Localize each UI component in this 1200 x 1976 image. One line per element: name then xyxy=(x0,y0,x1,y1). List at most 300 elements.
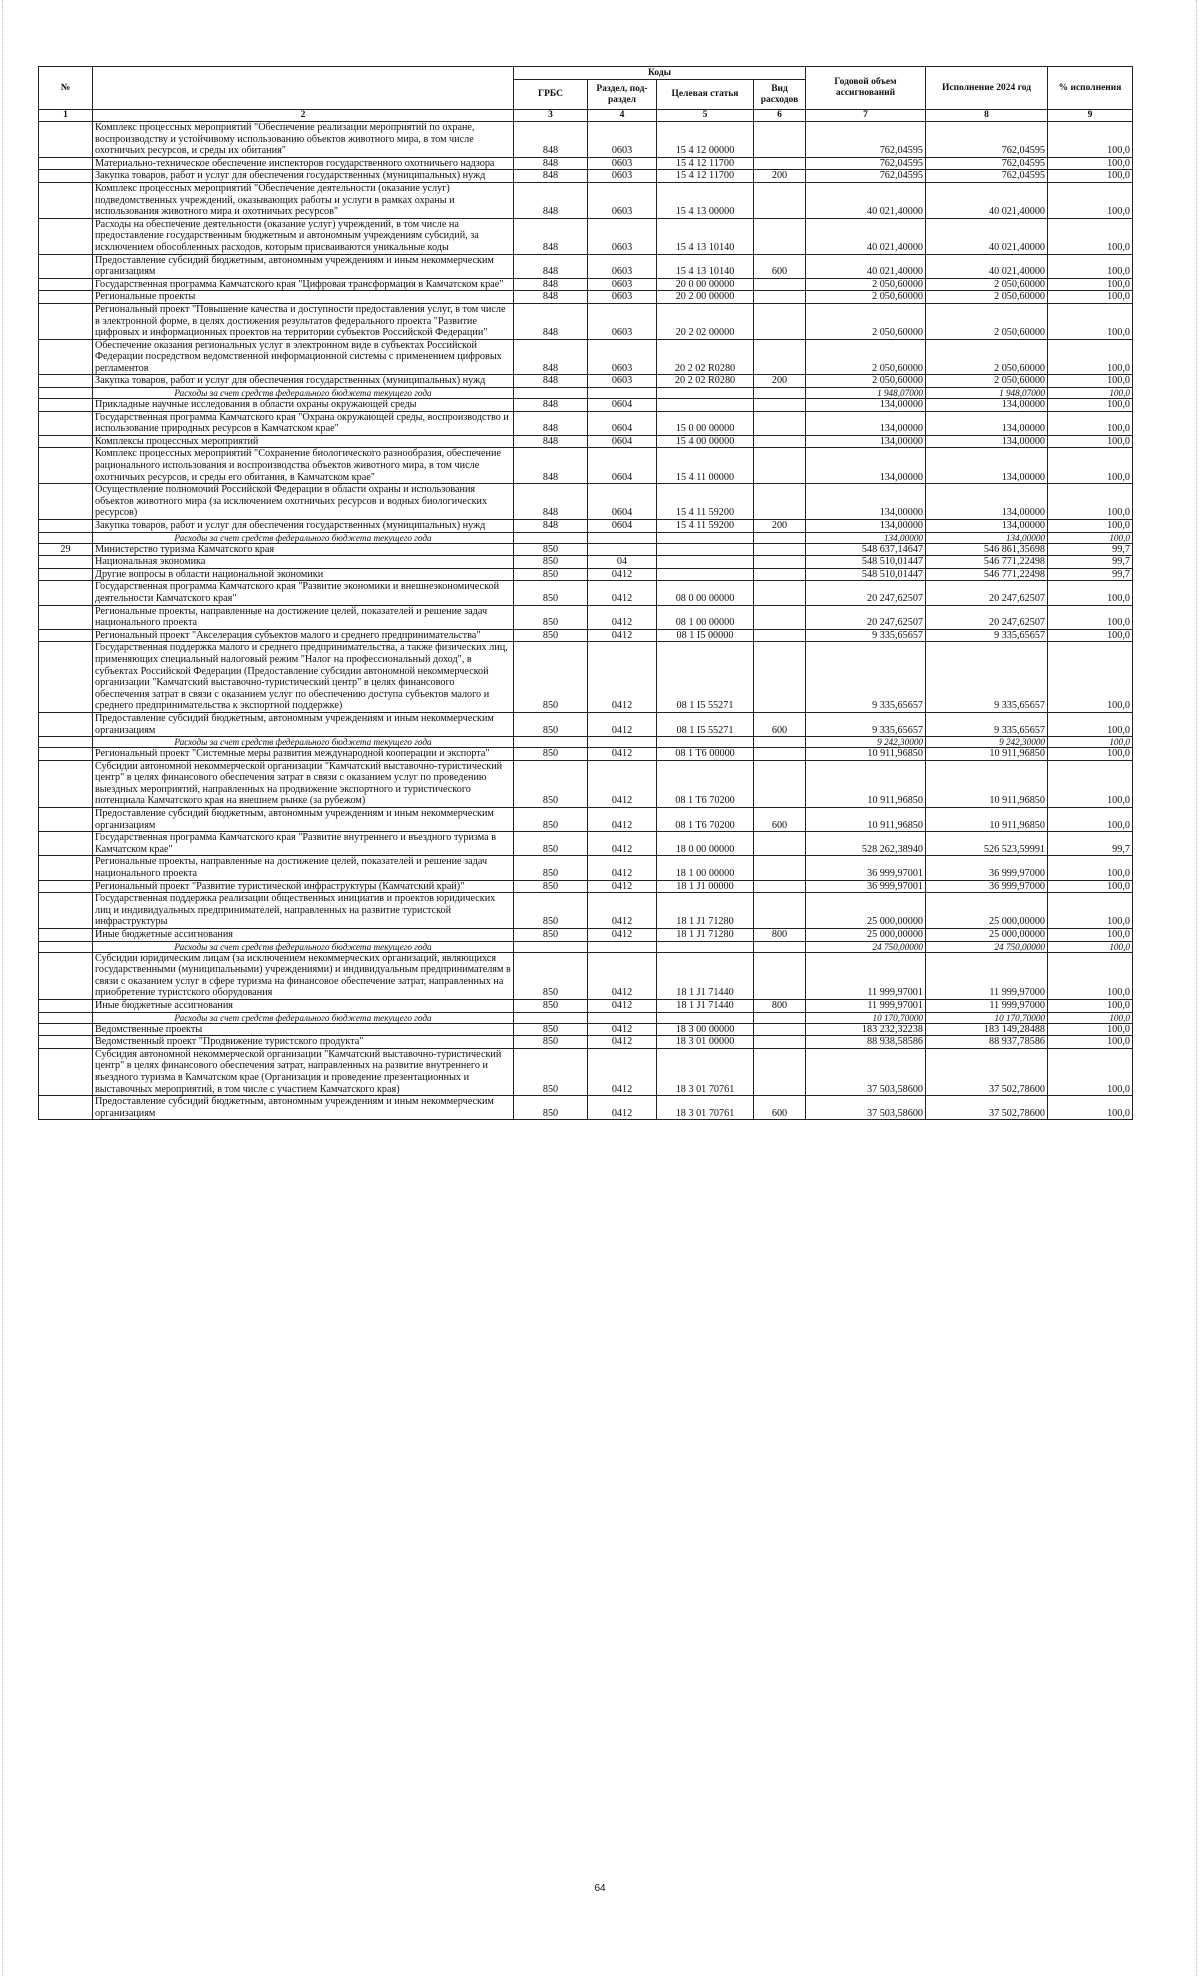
row-planned-amount: 24 750,00000 xyxy=(806,941,926,952)
row-planned-amount: 20 247,62507 xyxy=(806,605,926,629)
table-row xyxy=(39,568,1133,581)
row-expense-type xyxy=(754,218,806,254)
row-number xyxy=(39,808,93,832)
row-execution-percent: 100,0 xyxy=(1048,712,1133,736)
table-row xyxy=(39,605,1133,629)
row-execution-percent: 100,0 xyxy=(1048,520,1133,533)
row-executed-amount: 36 999,97000 xyxy=(926,880,1048,893)
row-expense-type xyxy=(754,952,806,999)
row-target-article: 20 0 00 00000 xyxy=(657,278,754,291)
table-row xyxy=(39,339,1133,375)
table-row xyxy=(39,856,1133,880)
table-row xyxy=(39,999,1133,1012)
row-name: Государственная программа Камчатского края "Развитие внутреннего и въездного туризма в Камчатском крае" xyxy=(93,832,514,856)
table-row xyxy=(39,629,1133,642)
row-planned-amount: 25 000,00000 xyxy=(806,893,926,929)
row-name: Министерство туризма Камчатского края xyxy=(93,543,514,556)
row-expense-type xyxy=(754,760,806,807)
row-execution-percent: 100,0 xyxy=(1048,388,1133,399)
row-number xyxy=(39,556,93,569)
col-number: 9 xyxy=(1048,110,1133,122)
row-name: Национальная экономика xyxy=(93,556,514,569)
federal-funds-row xyxy=(39,737,1133,748)
row-target-article: 15 4 12 00000 xyxy=(657,122,754,158)
row-executed-amount: 20 247,62507 xyxy=(926,581,1048,605)
header-fact: Исполнение 2024 год xyxy=(926,67,1048,110)
row-execution-percent: 100,0 xyxy=(1048,339,1133,375)
row-executed-amount: 183 149,28488 xyxy=(926,1023,1048,1036)
row-grbs: 848 xyxy=(514,303,588,339)
row-razdel xyxy=(588,543,657,556)
row-expense-type xyxy=(754,388,806,399)
row-target-article: 08 1 T6 70200 xyxy=(657,808,754,832)
row-grbs: 848 xyxy=(514,435,588,448)
row-executed-amount: 20 247,62507 xyxy=(926,605,1048,629)
row-executed-amount: 10 911,96850 xyxy=(926,748,1048,761)
row-number xyxy=(39,581,93,605)
row-executed-amount: 762,04595 xyxy=(926,157,1048,170)
row-name: Предоставление субсидий бюджетным, автономным учреждениям и иным некоммерческим организациям xyxy=(93,712,514,736)
row-name: Государственная программа Камчатского края "Развитие экономики и внешнеэкономической деятельности Камчатского края" xyxy=(93,581,514,605)
row-executed-amount: 762,04595 xyxy=(926,122,1048,158)
row-executed-amount: 9 335,65657 xyxy=(926,712,1048,736)
table-row xyxy=(39,760,1133,807)
row-executed-amount: 9 335,65657 xyxy=(926,629,1048,642)
row-expense-type xyxy=(754,1048,806,1095)
row-expense-type xyxy=(754,737,806,748)
row-name: Субсидии автономной некоммерческой организации "Камчатский выставочно-туристический центр" в целях финансового обеспечения затрат в связи с оказанием услуг по проведению выездных мероприятий, направленных на продвижение экспортного и туристического потенциала Камчатского края на внешнем рынке (за рубежом) xyxy=(93,760,514,807)
row-expense-type xyxy=(754,605,806,629)
row-target-article xyxy=(657,1012,754,1023)
row-execution-percent: 100,0 xyxy=(1048,1096,1133,1120)
row-grbs: 850 xyxy=(514,880,588,893)
row-planned-amount: 9 335,65657 xyxy=(806,629,926,642)
row-razdel: 0603 xyxy=(588,182,657,218)
row-executed-amount: 2 050,60000 xyxy=(926,339,1048,375)
row-name: Обеспечение оказания региональных услуг в электронном виде в субъектах Российской Федерации посредством ведомственной информационной системы с применением цифровых регламентов xyxy=(93,339,514,375)
row-razdel: 0603 xyxy=(588,157,657,170)
row-grbs: 850 xyxy=(514,1036,588,1049)
row-number xyxy=(39,1012,93,1023)
row-name: Государственная программа Камчатского края "Цифровая трансформация в Камчатском крае" xyxy=(93,278,514,291)
col-number: 2 xyxy=(93,110,514,122)
row-target-article xyxy=(657,737,754,748)
table-row xyxy=(39,435,1133,448)
row-expense-type xyxy=(754,1012,806,1023)
row-expense-type xyxy=(754,1023,806,1036)
row-number xyxy=(39,880,93,893)
row-razdel: 0412 xyxy=(588,856,657,880)
row-execution-percent: 100,0 xyxy=(1048,605,1133,629)
row-target-article: 15 4 12 11700 xyxy=(657,157,754,170)
row-razdel: 0412 xyxy=(588,748,657,761)
row-number xyxy=(39,952,93,999)
row-number: 29 xyxy=(39,543,93,556)
row-execution-percent: 99,7 xyxy=(1048,832,1133,856)
row-number xyxy=(39,737,93,748)
row-name: Региональные проекты xyxy=(93,291,514,304)
row-executed-amount: 10 170,70000 xyxy=(926,1012,1048,1023)
table-row xyxy=(39,278,1133,291)
row-target-article: 18 1 J1 71440 xyxy=(657,952,754,999)
row-planned-amount: 134,00000 xyxy=(806,435,926,448)
row-planned-amount: 37 503,58600 xyxy=(806,1048,926,1095)
row-executed-amount: 134,00000 xyxy=(926,484,1048,520)
row-name: Расходы за счет средств федерального бюджета текущего года xyxy=(93,1012,514,1023)
row-target-article xyxy=(657,543,754,556)
row-target-article: 08 0 00 00000 xyxy=(657,581,754,605)
header-pct: % исполнения xyxy=(1048,67,1133,110)
row-expense-type xyxy=(754,435,806,448)
row-razdel: 0412 xyxy=(588,568,657,581)
row-grbs: 848 xyxy=(514,278,588,291)
row-target-article: 18 1 00 00000 xyxy=(657,856,754,880)
row-execution-percent: 100,0 xyxy=(1048,1023,1133,1036)
row-razdel: 0603 xyxy=(588,278,657,291)
row-number xyxy=(39,999,93,1012)
row-expense-type xyxy=(754,832,806,856)
row-target-article: 08 1 I5 55271 xyxy=(657,642,754,713)
row-grbs: 848 xyxy=(514,218,588,254)
row-razdel: 0603 xyxy=(588,291,657,304)
row-grbs xyxy=(514,941,588,952)
row-planned-amount: 762,04595 xyxy=(806,157,926,170)
row-number xyxy=(39,532,93,543)
row-execution-percent: 100,0 xyxy=(1048,303,1133,339)
row-number xyxy=(39,388,93,399)
row-name: Закупка товаров, работ и услуг для обеспечения государственных (муниципальных) нужд xyxy=(93,170,514,183)
row-planned-amount: 134,00000 xyxy=(806,448,926,484)
row-razdel: 0412 xyxy=(588,642,657,713)
row-razdel: 0412 xyxy=(588,629,657,642)
row-expense-type xyxy=(754,122,806,158)
row-planned-amount: 134,00000 xyxy=(806,532,926,543)
row-planned-amount: 20 247,62507 xyxy=(806,581,926,605)
row-execution-percent: 100,0 xyxy=(1048,737,1133,748)
row-planned-amount: 762,04595 xyxy=(806,122,926,158)
row-target-article xyxy=(657,568,754,581)
row-execution-percent: 100,0 xyxy=(1048,893,1133,929)
federal-funds-row xyxy=(39,388,1133,399)
row-planned-amount: 25 000,00000 xyxy=(806,929,926,942)
table-header xyxy=(39,67,1133,122)
table-row xyxy=(39,893,1133,929)
row-name: Ведомственные проекты xyxy=(93,1023,514,1036)
table-row xyxy=(39,543,1133,556)
row-number xyxy=(39,157,93,170)
row-grbs: 850 xyxy=(514,712,588,736)
row-execution-percent: 100,0 xyxy=(1048,170,1133,183)
row-grbs: 848 xyxy=(514,375,588,388)
row-number xyxy=(39,375,93,388)
row-razdel: 0603 xyxy=(588,218,657,254)
row-name: Региональный проект "Развитие туристической инфраструктуры (Камчатский край)" xyxy=(93,880,514,893)
row-number xyxy=(39,278,93,291)
row-expense-type xyxy=(754,278,806,291)
row-grbs: 848 xyxy=(514,339,588,375)
row-number xyxy=(39,1036,93,1049)
row-number xyxy=(39,893,93,929)
row-planned-amount: 11 999,97001 xyxy=(806,952,926,999)
table-row xyxy=(39,411,1133,435)
row-expense-type xyxy=(754,532,806,543)
row-grbs: 850 xyxy=(514,581,588,605)
table-row xyxy=(39,581,1133,605)
row-execution-percent: 100,0 xyxy=(1048,952,1133,999)
row-target-article: 20 2 02 R0280 xyxy=(657,375,754,388)
row-grbs xyxy=(514,1012,588,1023)
table-row xyxy=(39,952,1133,999)
row-grbs xyxy=(514,388,588,399)
budget-execution-table-sheet xyxy=(38,66,1132,1120)
row-razdel: 0412 xyxy=(588,1048,657,1095)
row-expense-type xyxy=(754,399,806,412)
row-name: Другие вопросы в области национальной экономики xyxy=(93,568,514,581)
row-name: Региональный проект "Системные меры развития международной кооперации и экспорта" xyxy=(93,748,514,761)
row-name: Ведомственный проект "Продвижение туристского продукта" xyxy=(93,1036,514,1049)
row-planned-amount: 40 021,40000 xyxy=(806,218,926,254)
row-execution-percent: 100,0 xyxy=(1048,484,1133,520)
row-expense-type xyxy=(754,629,806,642)
row-number xyxy=(39,1023,93,1036)
row-expense-type xyxy=(754,856,806,880)
table-row xyxy=(39,218,1133,254)
row-planned-amount: 2 050,60000 xyxy=(806,291,926,304)
row-planned-amount: 134,00000 xyxy=(806,411,926,435)
row-number xyxy=(39,832,93,856)
row-name: Иные бюджетные ассигнования xyxy=(93,929,514,942)
row-executed-amount: 40 021,40000 xyxy=(926,218,1048,254)
row-grbs: 848 xyxy=(514,182,588,218)
row-execution-percent: 100,0 xyxy=(1048,182,1133,218)
table-row xyxy=(39,520,1133,533)
row-execution-percent: 100,0 xyxy=(1048,411,1133,435)
row-number xyxy=(39,254,93,278)
table-row xyxy=(39,399,1133,412)
row-execution-percent: 100,0 xyxy=(1048,808,1133,832)
row-executed-amount: 37 502,78600 xyxy=(926,1096,1048,1120)
col-number: 5 xyxy=(657,110,754,122)
row-target-article xyxy=(657,941,754,952)
row-razdel: 0603 xyxy=(588,122,657,158)
row-planned-amount: 9 335,65657 xyxy=(806,642,926,713)
table-row xyxy=(39,448,1133,484)
row-number xyxy=(39,339,93,375)
row-number xyxy=(39,568,93,581)
row-expense-type xyxy=(754,568,806,581)
row-planned-amount: 10 911,96850 xyxy=(806,760,926,807)
row-name: Региональные проекты, направленные на достижение целей, показателей и решение задач национального проекта xyxy=(93,856,514,880)
row-razdel: 0603 xyxy=(588,170,657,183)
row-target-article: 18 3 00 00000 xyxy=(657,1023,754,1036)
table-row xyxy=(39,303,1133,339)
row-executed-amount: 10 911,96850 xyxy=(926,808,1048,832)
row-grbs: 850 xyxy=(514,568,588,581)
scan-edge-right xyxy=(1196,0,1198,1976)
row-expense-type xyxy=(754,581,806,605)
row-grbs: 850 xyxy=(514,999,588,1012)
row-number xyxy=(39,760,93,807)
row-expense-type xyxy=(754,1036,806,1049)
row-target-article: 20 2 00 00000 xyxy=(657,291,754,304)
row-executed-amount: 526 523,59991 xyxy=(926,832,1048,856)
table-row xyxy=(39,170,1133,183)
federal-funds-row xyxy=(39,532,1133,543)
row-planned-amount: 762,04595 xyxy=(806,170,926,183)
row-name: Комплекс процессных мероприятий "Обеспечение реализации мероприятий по охране, воспроизводству и устойчивому использованию объектов животного мира, в том числе охотничьих ресурсов, и среды их обитания" xyxy=(93,122,514,158)
row-grbs: 850 xyxy=(514,856,588,880)
row-planned-amount: 10 911,96850 xyxy=(806,748,926,761)
row-target-article: 18 3 01 70761 xyxy=(657,1096,754,1120)
row-planned-amount: 134,00000 xyxy=(806,520,926,533)
row-execution-percent: 100,0 xyxy=(1048,278,1133,291)
row-razdel: 0604 xyxy=(588,399,657,412)
row-executed-amount: 762,04595 xyxy=(926,170,1048,183)
row-executed-amount: 1 948,07000 xyxy=(926,388,1048,399)
table-row xyxy=(39,157,1133,170)
row-number xyxy=(39,629,93,642)
row-executed-amount: 9 242,30000 xyxy=(926,737,1048,748)
federal-funds-row xyxy=(39,1012,1133,1023)
row-grbs: 850 xyxy=(514,1048,588,1095)
row-grbs: 848 xyxy=(514,411,588,435)
table-row xyxy=(39,1036,1133,1049)
row-number xyxy=(39,520,93,533)
row-execution-percent: 100,0 xyxy=(1048,629,1133,642)
row-grbs: 848 xyxy=(514,448,588,484)
row-name: Субсидия автономной некоммерческой организации "Камчатский выставочно-туристический центр" в целях финансового обеспечения затрат, направленных на развитие внутреннего и въездного туризма в Камчатском крае (Организация и проведение презентационных и выставочных мероприятий, в том числе с участием Камчатского края) xyxy=(93,1048,514,1095)
federal-funds-row xyxy=(39,941,1133,952)
row-target-article: 08 1 00 00000 xyxy=(657,605,754,629)
row-executed-amount: 25 000,00000 xyxy=(926,929,1048,942)
row-number xyxy=(39,435,93,448)
row-executed-amount: 134,00000 xyxy=(926,435,1048,448)
table-row xyxy=(39,832,1133,856)
row-planned-amount: 11 999,97001 xyxy=(806,999,926,1012)
header-plan: Годовой объем ассигнований xyxy=(806,67,926,110)
row-number xyxy=(39,122,93,158)
row-execution-percent: 100,0 xyxy=(1048,856,1133,880)
row-razdel: 0604 xyxy=(588,520,657,533)
row-expense-type xyxy=(754,748,806,761)
row-planned-amount: 2 050,60000 xyxy=(806,339,926,375)
row-name: Расходы за счет средств федерального бюджета текущего года xyxy=(93,388,514,399)
row-executed-amount: 546 771,22498 xyxy=(926,556,1048,569)
row-expense-type xyxy=(754,157,806,170)
table-row xyxy=(39,254,1133,278)
row-planned-amount: 36 999,97001 xyxy=(806,880,926,893)
row-target-article: 18 3 01 00000 xyxy=(657,1036,754,1049)
row-razdel: 0412 xyxy=(588,760,657,807)
row-number xyxy=(39,1096,93,1120)
row-target-article: 15 4 13 00000 xyxy=(657,182,754,218)
row-planned-amount: 548 510,01447 xyxy=(806,556,926,569)
row-target-article: 08 1 I5 55271 xyxy=(657,712,754,736)
table-row xyxy=(39,1023,1133,1036)
table-row xyxy=(39,375,1133,388)
row-number xyxy=(39,484,93,520)
row-razdel: 0604 xyxy=(588,448,657,484)
table-row xyxy=(39,880,1133,893)
row-name: Региональный проект "Повышение качества и доступности предоставления услуг, в том числе в электронной форме, в целях достижения результатов федерального проекта "Развитие цифровых и информационных проектов на территории субъектов Российской Федерации" xyxy=(93,303,514,339)
row-expense-type xyxy=(754,291,806,304)
col-number: 1 xyxy=(39,110,93,122)
row-grbs: 850 xyxy=(514,748,588,761)
row-execution-percent: 100,0 xyxy=(1048,999,1133,1012)
row-execution-percent: 100,0 xyxy=(1048,291,1133,304)
row-expense-type: 600 xyxy=(754,254,806,278)
row-execution-percent: 100,0 xyxy=(1048,1048,1133,1095)
row-target-article: 15 4 11 00000 xyxy=(657,448,754,484)
row-target-article: 08 1 T6 00000 xyxy=(657,748,754,761)
row-executed-amount: 546 861,35698 xyxy=(926,543,1048,556)
row-name: Комплексы процессных мероприятий xyxy=(93,435,514,448)
row-target-article xyxy=(657,399,754,412)
row-expense-type xyxy=(754,339,806,375)
table-row xyxy=(39,182,1133,218)
row-razdel: 0412 xyxy=(588,893,657,929)
row-target-article xyxy=(657,532,754,543)
row-execution-percent: 100,0 xyxy=(1048,435,1133,448)
row-number xyxy=(39,399,93,412)
row-razdel: 0412 xyxy=(588,1023,657,1036)
row-number xyxy=(39,182,93,218)
row-grbs: 850 xyxy=(514,929,588,942)
col-number: 7 xyxy=(806,110,926,122)
row-grbs: 850 xyxy=(514,605,588,629)
row-execution-percent: 99,7 xyxy=(1048,556,1133,569)
header-vid: Вид расходов xyxy=(754,80,806,110)
row-razdel: 0603 xyxy=(588,339,657,375)
row-planned-amount: 548 637,14647 xyxy=(806,543,926,556)
row-number xyxy=(39,642,93,713)
header-grbs: ГРБС xyxy=(514,80,588,110)
row-grbs: 848 xyxy=(514,157,588,170)
row-name: Предоставление субсидий бюджетным, автономным учреждениям и иным некоммерческим организациям xyxy=(93,254,514,278)
table-row xyxy=(39,1048,1133,1095)
row-name: Комплекс процессных мероприятий "Обеспечение деятельности (оказание услуг) подведомственных учреждений, оказывающих работы и услуги в рамках охраны и использования животного мира и охотничьих ресурсов" xyxy=(93,182,514,218)
row-executed-amount: 88 937,78586 xyxy=(926,1036,1048,1049)
row-name: Расходы на обеспечение деятельности (оказание услуг) учреждений, в том числе на предоставление государственным бюджетным и автономным учреждениям субсидий, за исключением обособленных расходов, которым присваиваются уникальные коды xyxy=(93,218,514,254)
row-name: Прикладные научные исследования в области охраны окружающей среды xyxy=(93,399,514,412)
col-number: 4 xyxy=(588,110,657,122)
row-name: Расходы за счет средств федерального бюджета текущего года xyxy=(93,532,514,543)
row-executed-amount: 25 000,00000 xyxy=(926,893,1048,929)
row-expense-type: 600 xyxy=(754,712,806,736)
row-grbs: 850 xyxy=(514,1096,588,1120)
row-execution-percent: 100,0 xyxy=(1048,941,1133,952)
row-planned-amount: 134,00000 xyxy=(806,484,926,520)
row-executed-amount: 10 911,96850 xyxy=(926,760,1048,807)
row-grbs: 850 xyxy=(514,760,588,807)
row-executed-amount: 134,00000 xyxy=(926,448,1048,484)
row-execution-percent: 100,0 xyxy=(1048,1036,1133,1049)
row-name: Комплекс процессных мероприятий "Сохранение биологического разнообразия, обеспечение рационального использования и воспроизводства объектов животного мира, в том числе охотничьих ресурсов, и среды его обитания, в Камчатском крае" xyxy=(93,448,514,484)
row-grbs: 850 xyxy=(514,893,588,929)
row-executed-amount: 546 771,22498 xyxy=(926,568,1048,581)
row-expense-type xyxy=(754,484,806,520)
col-number: 3 xyxy=(514,110,588,122)
row-name: Государственная поддержка реализации общественных инициатив и проектов юридических лиц и индивидуальных предпринимателей, направленных на развитие туристской инфраструктуры xyxy=(93,893,514,929)
row-planned-amount: 9 242,30000 xyxy=(806,737,926,748)
row-razdel xyxy=(588,737,657,748)
row-execution-percent: 100,0 xyxy=(1048,748,1133,761)
row-expense-type xyxy=(754,941,806,952)
row-razdel: 0412 xyxy=(588,952,657,999)
row-execution-percent: 99,7 xyxy=(1048,568,1133,581)
row-grbs: 850 xyxy=(514,556,588,569)
row-target-article: 15 4 11 59200 xyxy=(657,484,754,520)
